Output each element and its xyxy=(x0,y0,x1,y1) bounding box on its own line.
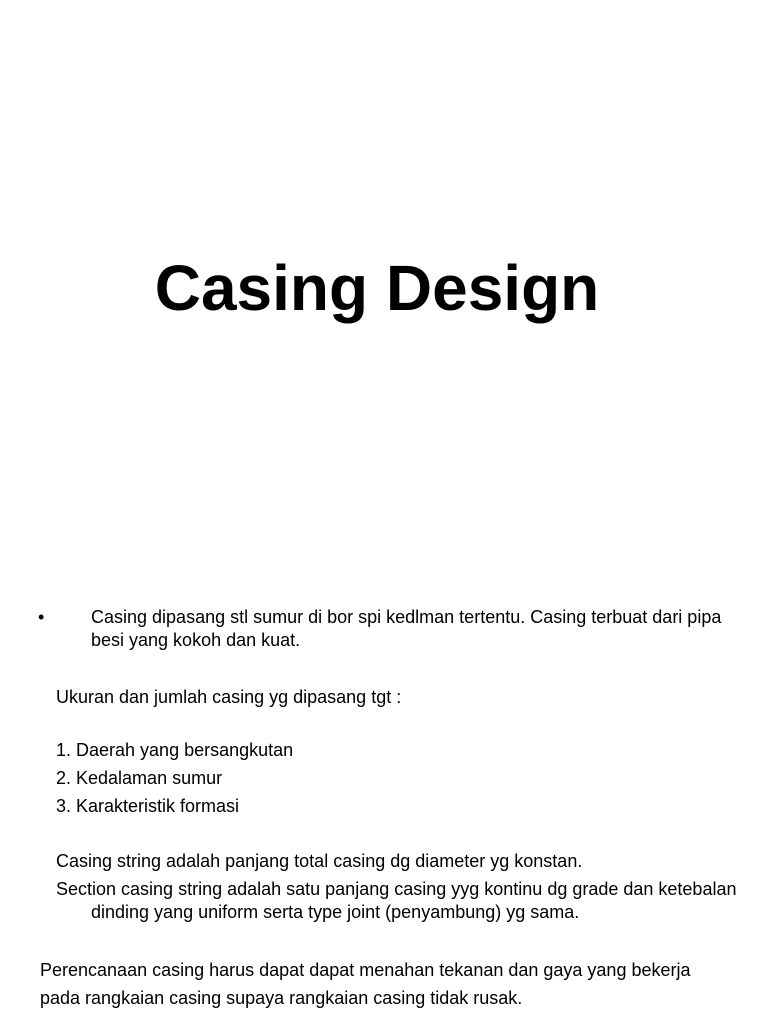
definition-casing-string: Casing string adalah panjang total casing dg diameter yg konstan. xyxy=(56,851,583,871)
list-item: 3. Karakteristik formasi xyxy=(56,796,240,816)
bullet-marker: • xyxy=(38,607,45,627)
bullet-text: Casing dipasang stl sumur di bor spi kedlman tertentu. Casing terbuat dari pipa besi yang kokoh dan kuat. xyxy=(91,607,722,650)
list-item: 2. Kedalaman sumur xyxy=(56,768,223,788)
closing-paragraph: Perencanaan casing harus dapat dapat menahan tekanan dan gaya yang bekerja pada rangkaian casing supaya rangkaian casing tidak rusak. xyxy=(40,960,691,1008)
intro-text: Ukuran dan jumlah casing yg dipasang tgt : xyxy=(56,687,402,707)
page-title: Casing Design xyxy=(154,252,600,324)
list-item: 1. Daerah yang bersangkutan xyxy=(56,740,294,760)
definition-section-casing-string: Section casing string adalah satu panjang casing yyg kontinu dg grade dan ketebalan dinding yang uniform serta type joint (penyambung) yg sama. xyxy=(56,879,737,922)
